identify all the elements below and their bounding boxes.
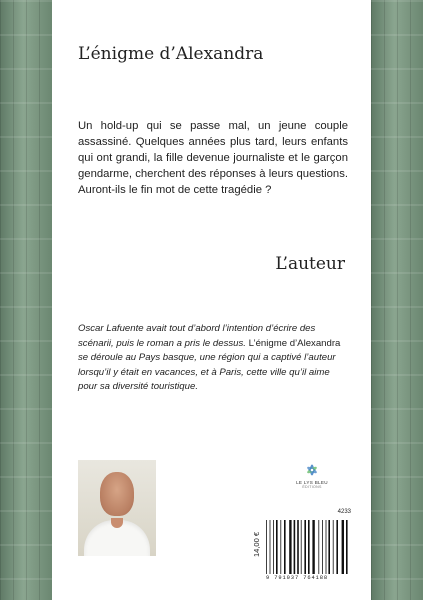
barcode-bar (326, 520, 327, 574)
barcode-bar (266, 520, 267, 574)
barcode-bar (276, 520, 278, 574)
catalog-code: 4233 (337, 509, 351, 515)
publisher-sub: ÉDITIONS (302, 485, 322, 489)
author-bio (78, 322, 350, 395)
cover-art-right-strip (371, 0, 423, 600)
barcode-bars (266, 520, 350, 574)
back-cover-panel (52, 0, 371, 600)
author-photo (78, 460, 156, 556)
barcode-bar (333, 520, 334, 574)
price-label: 14,00 € (252, 531, 262, 558)
barcode-block (252, 509, 353, 586)
bio-italic-part3: se déroule au Pays basque, une région qui a captivé l’auteur lorsqu’il y était en vacances, et à Paris, cette ville qu’il aime pour sa diversité touristique. (78, 352, 336, 392)
author-photo-head (100, 472, 134, 516)
barcode-bar (312, 520, 314, 574)
publisher-logo (294, 462, 330, 489)
bio-book-title: L’énigme d’Alexandra (245, 337, 341, 349)
barcode-bar (322, 520, 323, 574)
barcode-bar (328, 520, 330, 574)
barcode-bar (336, 520, 338, 574)
isbn-digits: 9 791037 764188 (266, 575, 329, 581)
barcode-bar (318, 520, 319, 574)
barcode-bar (280, 520, 281, 574)
author-heading: L’auteur (275, 254, 345, 274)
cover-art-left-strip (0, 0, 52, 600)
bio-italic-part1: Oscar Lafuente avait tout d’abord l’intention d’écrire des scénarii, puis le roman a pris le dessus. (78, 323, 316, 349)
barcode-bar (270, 520, 271, 574)
publisher-name: LE LYS BLEU (296, 480, 328, 485)
barcode-bar (284, 520, 286, 574)
barcode-bar (297, 520, 299, 574)
barcode-bar (346, 520, 348, 574)
barcode-bar (273, 520, 274, 574)
book-title: L’énigme d’Alexandra (78, 44, 264, 64)
barcode-bar (289, 520, 291, 574)
barcode-bar (308, 520, 310, 574)
barcode-bar (342, 520, 344, 574)
synopsis-text: Un hold-up qui se passe mal, un jeune couple assassiné. Quelques années plus tard, leurs enfants qui ont grandi, la fille devenue journaliste et le garçon gendarme, cherchent des réponses à leurs questions. Auront-ils le fin mot de cette tragédie ? (78, 120, 348, 196)
barcode-bar (301, 520, 302, 574)
barcode-bar (304, 520, 306, 574)
lily-flower-icon (304, 462, 320, 478)
barcode-bar (294, 520, 296, 574)
